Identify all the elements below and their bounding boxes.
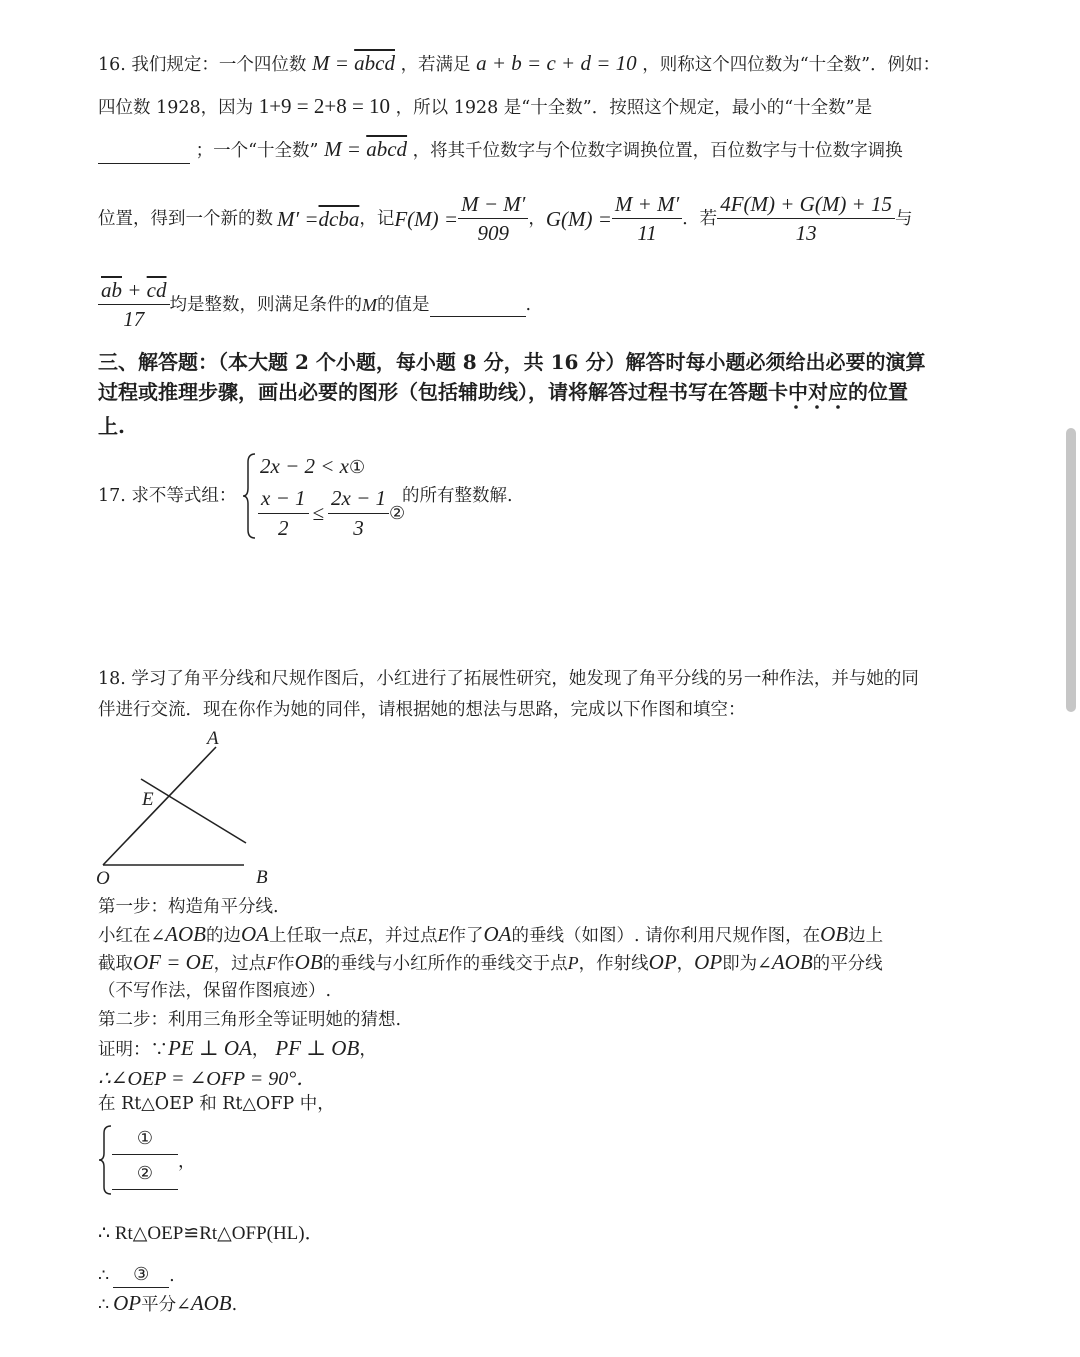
- q16-comma: ，: [528, 208, 546, 229]
- q18-proof-line-1: [98, 1036, 377, 1062]
- label-o: O: [96, 868, 110, 889]
- q18-conclusion-bisects: 平分∠: [141, 1295, 191, 1315]
- q18-therefore-line: [98, 1263, 175, 1288]
- q18-op-2: OP: [694, 950, 723, 974]
- q18-proof-comma: ，: [251, 1040, 270, 1060]
- q17-mark-2: ②: [389, 503, 406, 524]
- q17-inequality-2: [258, 486, 405, 541]
- q16-cd: $\overline{cd}$: [146, 278, 167, 302]
- q16-f-denominator: 909: [477, 221, 509, 245]
- q18-p2b: ，过点: [213, 954, 267, 974]
- q18-p1d: ，并过点: [367, 926, 438, 946]
- q17-inequality-1: [260, 454, 365, 479]
- q18-figure: [90, 724, 290, 890]
- q16-example-text: 四位数 1928，因为: [98, 98, 254, 118]
- q16-abcd: abcd: [354, 51, 395, 75]
- q16-h-numerator: 4F(M) + G(M) + 15: [717, 192, 895, 219]
- q18-oa-2: OA: [483, 922, 512, 946]
- q16-second-part-text: ；一个“十全数”: [195, 141, 319, 161]
- q18-aob: AOB: [165, 922, 206, 946]
- q17-suffix: 的所有整数解.: [402, 486, 513, 506]
- perpendicular-line: [141, 779, 246, 843]
- q18-blank-1-mark: ①: [136, 1128, 154, 1149]
- q18-step1: 第一步：构造角平分线.: [98, 897, 279, 917]
- q16-value-text: 的值是: [377, 294, 430, 315]
- q16-definition-text: ，则称这个四位数为“十全数”．例如：: [642, 55, 941, 75]
- q18-proof-comma-2: ，: [359, 1040, 377, 1060]
- q16-g-lhs: G(M) =: [545, 206, 612, 231]
- q16-answer-blank-1[interactable]: [98, 139, 190, 164]
- q16-g-fraction: [612, 192, 682, 245]
- q16-mprime-equals: M′ =: [277, 206, 319, 231]
- q16-h-fraction: [717, 192, 895, 245]
- q16-g-denominator: 11: [637, 221, 657, 245]
- q18-p2h: 的平分线: [812, 954, 883, 974]
- q18-p1c: 上任取一点: [269, 926, 357, 946]
- q16-m-equals-2: M =: [324, 137, 367, 161]
- q16-k-numerator: [98, 278, 170, 305]
- q18-p1g: 边上: [848, 926, 884, 946]
- q18-op: OP: [648, 950, 677, 974]
- q16-line-3: [98, 137, 903, 164]
- q16-f-lhs: F(M) =: [394, 206, 459, 231]
- q18-para-line-2: [98, 950, 883, 976]
- q18-blank-3[interactable]: [113, 1263, 169, 1288]
- q18-para-line-1: [98, 922, 883, 948]
- q17-frac-right-den: 3: [353, 516, 364, 540]
- q18-conclusion-period: .: [231, 1295, 238, 1315]
- q16-period: .: [525, 294, 532, 315]
- q16-line-2: [98, 94, 872, 120]
- q18-of-eq-oe: OF = OE: [133, 950, 214, 974]
- q17-frac-left-num: x − 1: [258, 486, 309, 514]
- q18-e: E: [356, 925, 368, 945]
- label-e: E: [142, 789, 154, 810]
- q16-abcd-2: abcd: [366, 137, 408, 161]
- q16-condition-intro: ，若满足: [400, 55, 471, 75]
- section3-heading-line-1: 三、解答题：（本大题 2 个小题，每小题 8 分，共 16 分）解答时每小题必须给出必要的演算: [98, 350, 926, 374]
- emphasis-dot: [836, 405, 840, 409]
- q16-denote-text: ，记: [359, 208, 395, 229]
- q18-p: P: [567, 953, 579, 973]
- q16-line-5: [98, 278, 531, 331]
- q16-line-1: [98, 51, 940, 77]
- q18-proof-because: 证明：∵: [98, 1040, 168, 1060]
- q16-line-4: [98, 192, 912, 245]
- q16-intro-text: 16. 我们规定：一个四位数: [98, 55, 307, 75]
- label-b: B: [256, 867, 268, 888]
- q17-prefix: 17. 求不等式组：: [98, 486, 237, 506]
- q16-new-number-text: 位置，得到一个新的数: [98, 208, 273, 229]
- q16-f-numerator: M − M′: [458, 192, 528, 219]
- q16-g-numerator: M + M′: [612, 192, 682, 219]
- q18-p1e: 作了: [448, 926, 484, 946]
- q18-pe-perp-oa: PE ⊥ OA: [168, 1036, 252, 1060]
- q16-condition: a + b = c + d = 10: [476, 51, 637, 75]
- q16-k-fraction: [98, 278, 170, 331]
- q17-frac-right: [328, 486, 389, 541]
- q17-ineq1: 2x − 2 < x: [260, 454, 349, 478]
- q18-therefore-period: .: [169, 1266, 175, 1286]
- emphasis-dot: [794, 405, 798, 409]
- q18-p2g: 即为∠: [722, 954, 772, 974]
- q16-swap-text: ，将其千位数字与个位数字调换位置，百位数字与十位数字调换: [412, 141, 903, 161]
- q18-oa: OA: [241, 922, 269, 946]
- q18-right-angles: ∴∠OEP = ∠OFP = 90°．: [98, 1068, 317, 1090]
- q18-p2e: ，作射线: [578, 954, 649, 974]
- q17-mark-1: ①: [348, 457, 366, 478]
- q17-brace: [242, 452, 258, 540]
- q16-h-denominator: 13: [795, 221, 817, 245]
- q16-example-conclusion: ，所以 1928 是“十全数”．按照这个规定，最小的“十全数”是: [395, 98, 873, 118]
- q18-line-2: 伴进行交流．现在你作为她的同伴，请根据她的想法与思路，完成以下作图和填空：: [98, 700, 746, 720]
- q18-aob-2: AOB: [771, 950, 813, 974]
- q18-p1a: 小红在∠: [98, 926, 166, 946]
- q18-blank-2[interactable]: [112, 1163, 178, 1190]
- q18-p1f: 的垂线（如图）. 请你利用尺规作图，在: [511, 926, 821, 946]
- q16-answer-blank-2[interactable]: [430, 292, 526, 317]
- q16-f-fraction: [458, 192, 528, 245]
- q17-frac-right-num: 2x − 1: [328, 486, 389, 514]
- q18-f: F: [266, 953, 278, 973]
- q18-conclusion-op: OP: [113, 1291, 142, 1315]
- q16-if-text: ．若: [682, 208, 718, 229]
- q18-pf-perp-ob: PF ⊥ OB: [275, 1036, 360, 1060]
- q18-p2c: 作: [277, 954, 295, 974]
- q16-k-denominator: 17: [123, 307, 145, 331]
- q18-p2f: ，: [676, 954, 695, 974]
- emphasis-dots: [790, 404, 850, 412]
- q18-blank-3-mark: ③: [133, 1264, 150, 1285]
- q18-conclusion: [98, 1291, 237, 1317]
- q18-ob: OB: [820, 922, 849, 946]
- section3-heading-line-2: 过程或推理步骤，画出必要的图形（包括辅助线），请将解答过程书写在答题卡中对应的位置: [98, 380, 908, 404]
- q18-conclusion-therefore: ∴: [98, 1295, 110, 1315]
- q16-m-equals: M =: [311, 51, 355, 75]
- q18-blank-1[interactable]: [112, 1128, 178, 1155]
- q18-ob-2: OB: [294, 950, 323, 974]
- q16-m-var: M: [362, 294, 377, 315]
- q18-e-2: E: [437, 925, 449, 945]
- q16-plus: +: [122, 278, 147, 302]
- ray-oa: [103, 747, 216, 865]
- q18-p1b: 的边: [206, 926, 241, 946]
- q16-and-text: 与: [894, 208, 913, 229]
- q18-therefore-symbol: ∴: [98, 1266, 110, 1286]
- q18-in-rt: 在 Rt△OEP 和 Rt△OFP 中，: [98, 1094, 335, 1114]
- q17-le: ≤: [312, 501, 325, 525]
- q16-dcba: dcba: [318, 206, 360, 231]
- q17-frac-left: [258, 486, 309, 541]
- q18-brace-comma: ，: [178, 1152, 196, 1172]
- section3-heading-line-3: 上.: [98, 414, 125, 438]
- q16-integer-text: 均是整数，则满足条件的: [169, 294, 362, 315]
- q18-p2a: 截取: [98, 954, 133, 974]
- q18-conclusion-aob: AOB: [190, 1291, 232, 1315]
- q18-line-1: 18. 学习了角平分线和尺规作图后，小红进行了拓展性研究，她发现了角平分线的另一种作法，并与她的同: [98, 669, 919, 689]
- q18-para-line-3: （不写作法，保留作图痕迹）.: [98, 981, 332, 1001]
- label-a: A: [207, 728, 219, 749]
- q16-example-equation: 1+9 = 2+8 = 10: [258, 94, 391, 118]
- q17-frac-left-den: 2: [278, 516, 289, 540]
- emphasis-dot: [815, 405, 819, 409]
- q18-blank-2-mark: ②: [136, 1163, 154, 1184]
- q18-step2: 第二步：利用三角形全等证明她的猜想.: [98, 1010, 402, 1030]
- scrollbar-thumb[interactable]: [1066, 428, 1076, 712]
- q18-congruence: ∴ Rt△OEP≌Rt△OFP(HL)．: [98, 1223, 324, 1244]
- q18-p2d: 的垂线与小红所作的垂线交于点: [322, 954, 568, 974]
- q16-ab: $\overline{ab}$: [101, 278, 122, 302]
